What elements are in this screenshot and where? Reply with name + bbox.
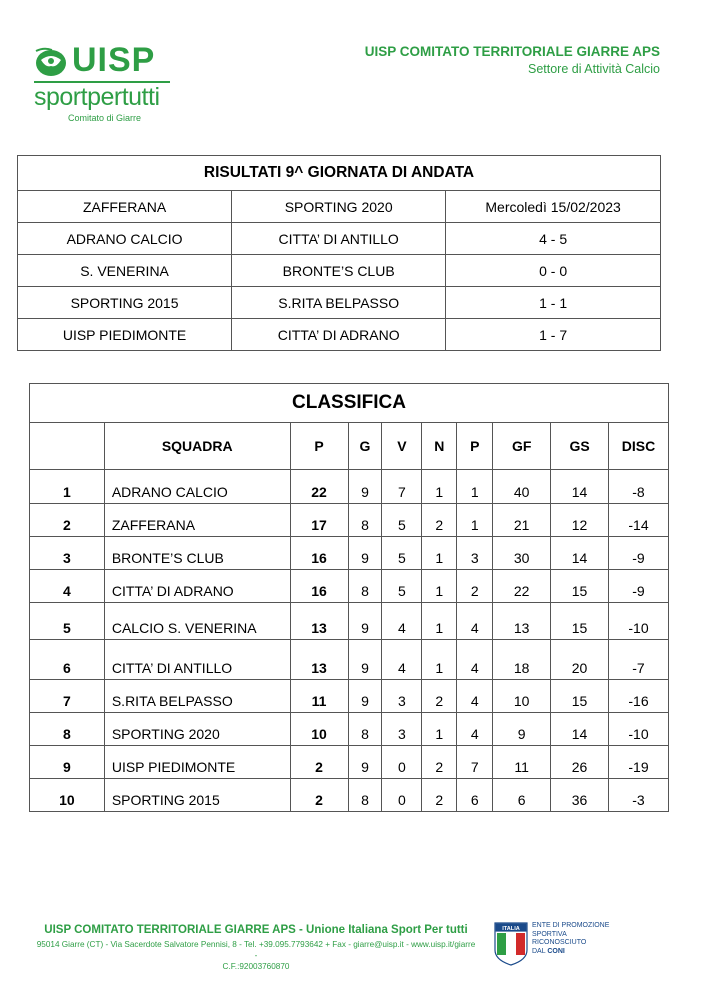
team-drawn: 1 bbox=[422, 537, 457, 570]
header-org-block bbox=[365, 44, 660, 77]
team-position: 10 bbox=[30, 779, 105, 812]
header-org-name: UISP COMITATO TERRITORIALE GIARRE APS bbox=[364, 44, 660, 59]
team-lost: 1 bbox=[457, 504, 493, 537]
coni-name: CONI bbox=[547, 947, 565, 955]
team-points: 13 bbox=[290, 640, 348, 680]
team-lost: 6 bbox=[457, 779, 493, 812]
team-lost: 1 bbox=[457, 470, 493, 504]
footer-cf: C.F.:92003760870 bbox=[222, 962, 290, 971]
standings-row bbox=[30, 640, 669, 680]
team-drawn: 1 bbox=[422, 570, 457, 603]
col-header-points: P bbox=[290, 423, 348, 470]
col-header-disc: DISC bbox=[609, 423, 669, 470]
standings-title: CLASSIFICA bbox=[30, 384, 669, 423]
home-team: ADRANO CALCIO bbox=[18, 223, 232, 255]
logo-subtitle: Comitato di Giarre bbox=[68, 113, 142, 123]
home-team: S. VENERINA bbox=[18, 255, 232, 287]
footer-org: UISP COMITATO TERRITORIALE GIARRE APS - Unione Italiana Sport Per tutti bbox=[44, 924, 468, 936]
team-discipline: -9 bbox=[609, 570, 669, 603]
result-row bbox=[18, 191, 661, 223]
team-discipline: -19 bbox=[609, 746, 669, 779]
away-team: S.RITA BELPASSO bbox=[232, 287, 446, 319]
team-goals-for: 18 bbox=[493, 640, 551, 680]
team-won: 0 bbox=[382, 746, 422, 779]
team-position: 2 bbox=[30, 504, 105, 537]
standings-row bbox=[30, 570, 669, 603]
team-won: 7 bbox=[382, 470, 422, 504]
standings-body bbox=[30, 470, 669, 812]
team-position: 5 bbox=[30, 603, 105, 640]
home-team: UISP PIEDIMONTE bbox=[18, 319, 232, 351]
team-name: CITTA’ DI ADRANO bbox=[104, 570, 290, 603]
result-row bbox=[18, 319, 661, 351]
team-position: 8 bbox=[30, 713, 105, 746]
team-points: 16 bbox=[290, 570, 348, 603]
team-goals-for: 9 bbox=[493, 713, 551, 746]
team-drawn: 2 bbox=[422, 779, 457, 812]
team-drawn: 1 bbox=[422, 603, 457, 640]
coni-line bbox=[532, 948, 609, 957]
team-played: 8 bbox=[348, 713, 382, 746]
coni-dal: DAL bbox=[532, 947, 546, 955]
team-points: 11 bbox=[290, 680, 348, 713]
team-won: 5 bbox=[382, 537, 422, 570]
team-drawn: 1 bbox=[422, 470, 457, 504]
coni-line: ENTE DI PROMOZIONE bbox=[532, 922, 610, 929]
coni-text bbox=[532, 922, 609, 956]
team-won: 5 bbox=[382, 504, 422, 537]
team-discipline: -7 bbox=[609, 640, 669, 680]
team-discipline: -14 bbox=[609, 504, 669, 537]
team-name: S.RITA BELPASSO bbox=[104, 680, 290, 713]
team-discipline: -10 bbox=[609, 713, 669, 746]
team-discipline: -3 bbox=[609, 779, 669, 812]
team-goals-for: 11 bbox=[493, 746, 551, 779]
team-played: 9 bbox=[348, 640, 382, 680]
team-played: 8 bbox=[348, 504, 382, 537]
team-name: CITTA’ DI ANTILLO bbox=[104, 640, 290, 680]
result-row bbox=[18, 223, 661, 255]
team-name: BRONTE’S CLUB bbox=[104, 537, 290, 570]
coni-italia-label: ITALIA bbox=[502, 926, 520, 932]
col-header-played: G bbox=[348, 423, 382, 470]
team-played: 8 bbox=[348, 779, 382, 812]
col-header-won: V bbox=[382, 423, 422, 470]
team-won: 3 bbox=[382, 680, 422, 713]
footer bbox=[36, 923, 476, 972]
team-lost: 4 bbox=[457, 603, 493, 640]
soccer-ball-icon bbox=[32, 46, 70, 78]
team-played: 8 bbox=[348, 570, 382, 603]
coni-badge bbox=[494, 922, 624, 968]
team-goals-for: 6 bbox=[493, 779, 551, 812]
team-discipline: -8 bbox=[609, 470, 669, 504]
team-goals-against: 14 bbox=[551, 470, 609, 504]
team-lost: 7 bbox=[457, 746, 493, 779]
coni-line: RICONOSCIUTO bbox=[532, 939, 587, 946]
team-discipline: -9 bbox=[609, 537, 669, 570]
team-goals-for: 22 bbox=[493, 570, 551, 603]
team-position: 1 bbox=[30, 470, 105, 504]
italia-shield-icon bbox=[494, 922, 528, 966]
standings-row bbox=[30, 470, 669, 504]
team-position: 6 bbox=[30, 640, 105, 680]
team-goals-for: 30 bbox=[493, 537, 551, 570]
team-name: SPORTING 2020 bbox=[104, 713, 290, 746]
results-title: RISULTATI 9^ GIORNATA DI ANDATA bbox=[18, 156, 661, 191]
team-points: 22 bbox=[290, 470, 348, 504]
standings-row bbox=[30, 779, 669, 812]
team-goals-against: 36 bbox=[551, 779, 609, 812]
standings-row bbox=[30, 713, 669, 746]
team-lost: 4 bbox=[457, 713, 493, 746]
home-team: SPORTING 2015 bbox=[18, 287, 232, 319]
team-goals-against: 15 bbox=[551, 570, 609, 603]
team-won: 4 bbox=[382, 640, 422, 680]
team-position: 9 bbox=[30, 746, 105, 779]
team-goals-against: 14 bbox=[551, 713, 609, 746]
away-team: CITTA’ DI ANTILLO bbox=[232, 223, 446, 255]
team-discipline: -16 bbox=[609, 680, 669, 713]
team-lost: 4 bbox=[457, 640, 493, 680]
col-header-pos bbox=[30, 423, 105, 470]
team-drawn: 2 bbox=[422, 746, 457, 779]
home-team: ZAFFERANA bbox=[18, 191, 232, 223]
team-position: 7 bbox=[30, 680, 105, 713]
team-name: ZAFFERANA bbox=[104, 504, 290, 537]
standings-row bbox=[30, 504, 669, 537]
col-header-lost: P bbox=[457, 423, 493, 470]
team-played: 9 bbox=[348, 603, 382, 640]
team-points: 10 bbox=[290, 713, 348, 746]
away-team: CITTA’ DI ADRANO bbox=[232, 319, 446, 351]
team-played: 9 bbox=[348, 470, 382, 504]
team-played: 9 bbox=[348, 680, 382, 713]
team-drawn: 1 bbox=[422, 713, 457, 746]
team-goals-against: 26 bbox=[551, 746, 609, 779]
match-score: Mercoledì 15/02/2023 bbox=[446, 191, 661, 223]
team-goals-against: 12 bbox=[551, 504, 609, 537]
coni-line: SPORTIVA bbox=[532, 930, 567, 938]
match-score: 4 - 5 bbox=[446, 223, 661, 255]
team-points: 2 bbox=[290, 746, 348, 779]
team-name: UISP PIEDIMONTE bbox=[104, 746, 290, 779]
team-lost: 2 bbox=[457, 570, 493, 603]
team-played: 9 bbox=[348, 537, 382, 570]
result-row bbox=[18, 287, 661, 319]
col-header-drawn: N bbox=[422, 423, 457, 470]
team-points: 2 bbox=[290, 779, 348, 812]
team-won: 0 bbox=[382, 779, 422, 812]
col-header-team: SQUADRA bbox=[104, 423, 290, 470]
results-table bbox=[17, 155, 661, 351]
team-goals-for: 13 bbox=[493, 603, 551, 640]
team-goals-for: 40 bbox=[493, 470, 551, 504]
match-score: 1 - 7 bbox=[446, 319, 661, 351]
standings-row bbox=[30, 603, 669, 640]
team-points: 17 bbox=[290, 504, 348, 537]
team-points: 16 bbox=[290, 537, 348, 570]
logo-brand: UISP bbox=[72, 41, 156, 79]
team-points: 13 bbox=[290, 603, 348, 640]
team-discipline: -10 bbox=[609, 603, 669, 640]
match-score: 0 - 0 bbox=[446, 255, 661, 287]
col-header-gs: GS bbox=[551, 423, 609, 470]
team-won: 4 bbox=[382, 603, 422, 640]
away-team: BRONTE’S CLUB bbox=[232, 255, 446, 287]
team-name: ADRANO CALCIO bbox=[104, 470, 290, 504]
team-played: 9 bbox=[348, 746, 382, 779]
team-goals-against: 15 bbox=[551, 680, 609, 713]
team-drawn: 2 bbox=[422, 680, 457, 713]
team-goals-for: 10 bbox=[493, 680, 551, 713]
away-team: SPORTING 2020 bbox=[232, 191, 446, 223]
match-score: 1 - 1 bbox=[446, 287, 661, 319]
col-header-gf: GF bbox=[493, 423, 551, 470]
standings-header-row bbox=[30, 423, 669, 470]
team-goals-against: 15 bbox=[551, 603, 609, 640]
header-sector: Settore di Attività Calcio bbox=[527, 62, 660, 76]
footer-address: 95014 Giarre (CT) - Via Sacerdote Salvatore Pennisi, 8 - Tel. +39.095.7793642 + Fax - giarre@uisp.it - www.uisp.it/giarre - bbox=[36, 940, 476, 960]
team-position: 4 bbox=[30, 570, 105, 603]
team-goals-against: 14 bbox=[551, 537, 609, 570]
result-row bbox=[18, 255, 661, 287]
team-goals-against: 20 bbox=[551, 640, 609, 680]
team-lost: 3 bbox=[457, 537, 493, 570]
team-goals-for: 21 bbox=[493, 504, 551, 537]
team-drawn: 1 bbox=[422, 640, 457, 680]
team-position: 3 bbox=[30, 537, 105, 570]
team-lost: 4 bbox=[457, 680, 493, 713]
team-drawn: 2 bbox=[422, 504, 457, 537]
standings-table bbox=[29, 383, 669, 812]
team-name: CALCIO S. VENERINA bbox=[104, 603, 290, 640]
standings-row bbox=[30, 680, 669, 713]
logo-tagline: sportpertutti bbox=[34, 83, 160, 111]
standings-row bbox=[30, 537, 669, 570]
team-won: 3 bbox=[382, 713, 422, 746]
standings-row bbox=[30, 746, 669, 779]
team-name: SPORTING 2015 bbox=[104, 779, 290, 812]
team-won: 5 bbox=[382, 570, 422, 603]
uisp-logo bbox=[32, 40, 182, 126]
